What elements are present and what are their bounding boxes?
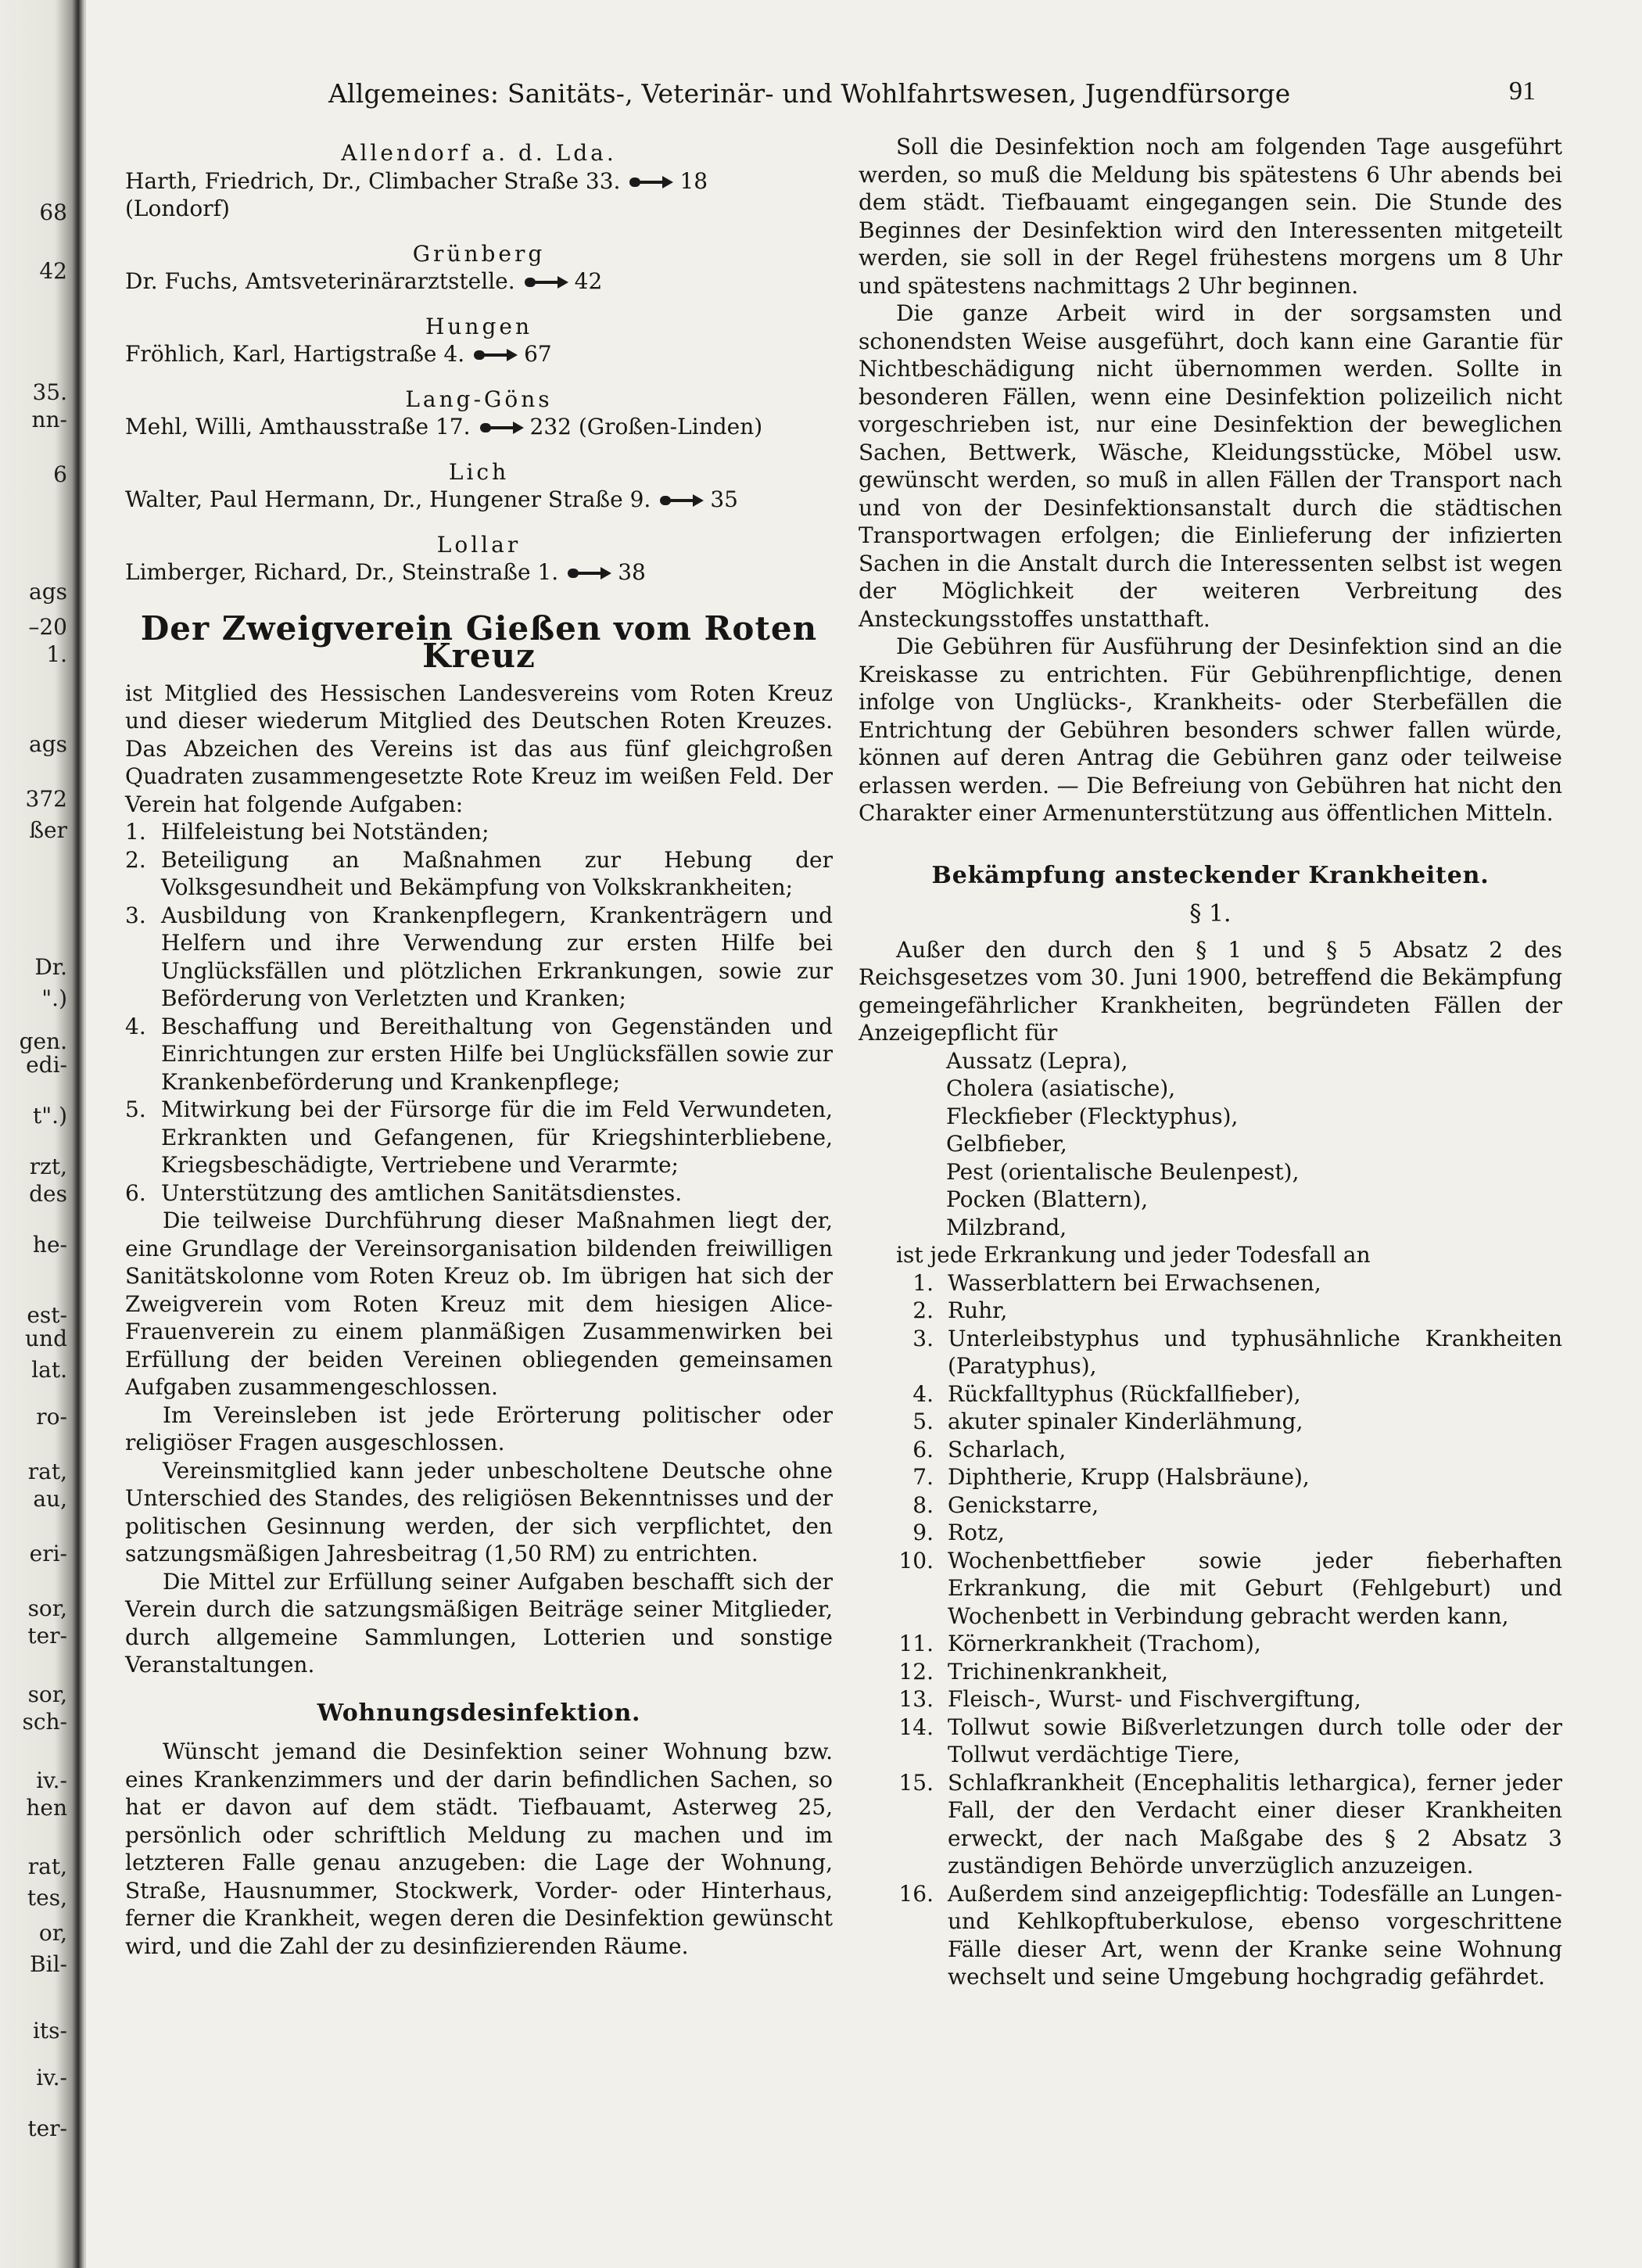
edge-fragment: sch-: [22, 1709, 67, 1735]
town-heading: Lang-Göns: [405, 386, 553, 412]
red-cross-paragraph: Die teilweise Durchführung dieser Maßnahmen liegt der, eine Grundlage der Vereinsorganisation bildenden freiwilligen Sanitätskolonne vom Roten Kreuz ob. Im übrigen hat sich der Zweigverein vom Roten Kreuz mit dem hiesigen Alice-Frauenverein zu einem planmäßigen Zusammenwirken bei Erfüllung der beiden Vereinen obliegenden gemeinsamen Aufgaben zusammengeschlossen.: [125, 1208, 833, 1400]
edge-fragment: lat.: [31, 1357, 67, 1383]
list-item: Fleckfieber (Flecktyphus),: [946, 1103, 1239, 1129]
vet-name-address: Mehl, Willi, Amthausstraße 17.: [125, 414, 471, 440]
telephone-icon: [472, 346, 519, 364]
town-heading: Lollar: [436, 531, 522, 558]
vet-name-address: Harth, Friedrich, Dr., Climbacher Straße 33.: [125, 167, 621, 194]
vet-entry: [125, 486, 833, 514]
list-item: 6. Unterstützung des amtlichen Sanitätsdienstes.: [125, 1179, 683, 1206]
running-header: Allgemeines: Sanitäts-, Veterinär- und Wohlfahrtswesen, Jugendfürsorge: [328, 78, 1291, 109]
list-item: 7. Diphtherie, Krupp (Halsbräune),: [912, 1464, 1310, 1490]
vet-entry: [125, 558, 833, 587]
list-item: 9. Rotz,: [912, 1520, 1005, 1545]
vet-name-address: Fröhlich, Karl, Hartigstraße 4.: [125, 341, 465, 367]
red-cross-paragraph: Im Vereinsleben ist jede Erörterung politischer oder religiöser Fragen ausgeschlossen.: [125, 1401, 833, 1455]
disinfection-paragraph: Die ganze Arbeit wird in der sorgsamsten und schonendsten Weise ausgeführt, doch kann eine Garantie für Nichtbeschädigung nicht übernommen werden. Sollte in besonderen Fällen, wenn eine Desinfektion polizeilich nicht vorgeschrieben ist, nur eine Desinfektion der beweglichen Sachen, Bettwerk, Wäsche, Kleidungsstücke, Möbel usw. gewünscht werden, so muß in allen Fällen der Transport nach und von der Desinfektionsanstalt durch die städtischen Transportwagen erfolgen; die Einlieferung der infizierten Sachen in die Anstalt durch die Interessenten selbst ist wegen der Möglichkeit der weiteren Verbreitung des Ansteckungsstoffes unstatthaft.: [859, 300, 1562, 632]
list-item: 2. Ruhr,: [912, 1297, 1008, 1323]
list-item: Pest (orientalische Beulenpest),: [946, 1158, 1300, 1185]
phone-number: 42: [574, 268, 603, 294]
edge-fragment: edi-: [26, 1052, 67, 1078]
edge-fragment: rat,: [27, 1854, 67, 1879]
edge-fragment: sor,: [27, 1681, 67, 1707]
vet-name-address: Walter, Paul Hermann, Dr., Hungener Straße 9.: [125, 486, 651, 512]
list-item: 10. Wochenbettfieber sowie jeder fieberhaften Erkrankung, die mit Geburt (Fehlgeburt) und Wochenbett in Verbindung gebracht werden kann,: [898, 1547, 1562, 1629]
list-item: 14. Tollwut sowie Bißverletzungen durch tolle oder der Tollwut verdächtige Tiere,: [898, 1714, 1562, 1767]
edge-fragment: ter-: [27, 2115, 67, 2141]
edge-fragment: ".): [41, 985, 67, 1011]
town-heading: Grünberg: [412, 240, 546, 267]
vet-entry-extra: (Londorf): [125, 196, 230, 221]
telephone-icon: [658, 491, 705, 510]
edge-fragment: eri-: [29, 1541, 67, 1566]
reichsgesetz-disease-list: [859, 1047, 1562, 1242]
edge-fragment: t".): [33, 1103, 67, 1129]
edge-fragment: gen.: [19, 1028, 67, 1054]
list-item: 6. Scharlach,: [912, 1436, 1067, 1462]
edge-fragment: 42: [39, 258, 67, 284]
vet-name-address: Limberger, Richard, Dr., Steinstraße 1.: [125, 559, 559, 585]
list-item: 3. Ausbildung von Krankenpflegern, Krankenträgern und Helfern und ihre Verwendung zur ersten Hilfe bei Unglücksfällen und plötzlichen Erkrankungen, sowie zur Beförderung von Verletzten und Kranken;: [125, 902, 833, 1011]
telephone-icon: [566, 564, 613, 583]
disinfection-paragraph: Wünscht jemand die Desinfektion seiner Wohnung bzw. eines Krankenzimmers und der darin befindlichen Sachen, so hat er davon auf dem städt. Tiefbauamt, Asterweg 25, persönlich oder schriftlich Meldung zu machen und im letzteren Falle genau anzugeben: die Lage der Wohnung, Straße, Hausnummer, Stockwerk, Vorder- oder Hinterhaus, ferner die Krankheit, wegen deren die Desinfektion gewünscht wird, und die Zahl der zu desinfizierenden Räume.: [125, 1739, 833, 1959]
section-mark: § 1.: [1189, 900, 1232, 928]
list-item: 4. Rückfalltyphus (Rückfallfieber),: [912, 1380, 1301, 1407]
diseases-intro: Außer den durch den § 1 und § 5 Absatz 2 des Reichsgesetzes vom 30. Juni 1900, betreffend die Bekämpfung gemeingefährlicher Krankheiten, begründeten Fällen der Anzeigepflicht für: [859, 936, 1562, 1046]
edge-fragment: 6: [53, 461, 67, 487]
list-item: 5. Mitwirkung bei der Fürsorge für die im Feld Verwundeten, Erkrankten und Gefangenen, für Kriegshinterbliebene, Kriegsbeschädigte, Vertriebene und Verarmte;: [125, 1096, 833, 1178]
phone-number: 67: [524, 341, 552, 367]
list-item: Gelbfieber,: [946, 1131, 1067, 1157]
edge-fragment: Dr.: [34, 954, 67, 980]
disinfection-heading: Wohnungsdesinfektion.: [317, 1699, 641, 1727]
edge-fragment: est-: [27, 1302, 67, 1328]
edge-fragment: 68: [39, 199, 67, 225]
red-cross-heading: Der Zweigverein Gießen vom Roten Kreuz: [140, 608, 818, 675]
edge-fragment: au,: [33, 1486, 67, 1512]
list-item: Milzbrand,: [946, 1214, 1067, 1240]
edge-fragment: ßer: [29, 817, 67, 843]
telephone-icon: [523, 273, 570, 292]
list-item: 1. Wasserblattern bei Erwachsenen,: [912, 1269, 1321, 1296]
edge-fragment: 35.: [32, 379, 67, 405]
phone-number: 232 (Großen-Linden): [529, 414, 763, 440]
vet-directory: [125, 139, 833, 587]
list-item: 12. Trichinenkrankheit,: [898, 1658, 1169, 1685]
edge-fragment: tes,: [27, 1885, 67, 1911]
edge-fragment: its-: [32, 2018, 67, 2044]
edge-fragment: ter-: [27, 1623, 67, 1649]
red-cross-paragraph: Vereinsmitglied kann jeder unbescholtene Deutsche ohne Unterschied des Standes, des religiösen Bekenntnisses und der politischen Gesinnung werden, der sich verpflichtet, den satzungsmäßigen Jahresbeitrag (1,50 RM) zu entrichten.: [125, 1457, 833, 1566]
list-item: 15. Schlafkrankheit (Encephalitis lethargica), ferner jeder Fall, der den Verdacht einer dieser Krankheiten erweckt, der nach Maßgabe des § 2 Absatz 3 zuständigen Behörde unverzüglich anzuzeigen.: [898, 1769, 1562, 1879]
page-number: 91: [1509, 77, 1536, 106]
list-item: 2. Beteiligung an Maßnahmen zur Hebung der Volksgesundheit und Bekämpfung von Volkskrankheiten;: [125, 846, 833, 900]
edge-fragment: –20: [28, 614, 67, 640]
edge-fragment: ro-: [36, 1404, 67, 1430]
edge-fragment: sor,: [27, 1595, 67, 1621]
phone-number: 18: [679, 167, 708, 194]
edge-fragment: ags: [29, 579, 67, 605]
list-item: 8. Genickstarre,: [912, 1491, 1099, 1518]
list-item: 16. Außerdem sind anzeigepflichtig: Todesfälle an Lungen- und Kehlkopftuberkulose, ebenso vorgeschrittene Fälle dieser Art, wenn der Kranke seine Wohnung wechselt und seine Umgebung hochgradig gefährdet.: [898, 1880, 1562, 1990]
town-heading: Lich: [448, 458, 510, 485]
phone-number: 35: [710, 486, 738, 512]
edge-fragment: 1.: [46, 641, 67, 667]
edge-fragment: rzt,: [29, 1154, 67, 1179]
diseases-heading: Bekämpfung ansteckender Krankheiten.: [931, 861, 1490, 889]
list-item: 11. Körnerkrankheit (Trachom),: [898, 1631, 1261, 1656]
edge-fragment: iv.-: [36, 1767, 67, 1793]
list-item: Cholera (asiatische),: [946, 1075, 1176, 1101]
red-cross-intro: ist Mitglied des Hessischen Landesvereins vom Roten Kreuz und dieser wiederum Mitglied des Deutschen Roten Kreuzes. Das Abzeichen des Vereins ist das aus fünf gleichgroßen Quadraten zusammengesetzte Rote Kreuz im weißen Feld. Der Verein hat folgende Aufgaben:: [125, 680, 833, 817]
list-item: 13. Fleisch-, Wurst- und Fischvergiftung,: [898, 1686, 1361, 1712]
telephone-icon: [628, 173, 675, 192]
list-item: 5. akuter spinaler Kinderlähmung,: [912, 1409, 1303, 1434]
edge-fragment: or,: [38, 1920, 67, 1946]
vet-entry: [125, 340, 833, 368]
disinfection-paragraph: Soll die Desinfektion noch am folgenden Tage ausgeführt werden, so muß die Meldung bis spätestens 6 Uhr abends bei dem städt. Tiefbauamt eingegangen sein. Die Stunde des Beginnes der Desinfektion wird den Interessenten mitgeteilt werden, sie soll in der Regel frühestens morgens um 8 Uhr und spätestens nachmittags 2 Uhr beginnen.: [859, 134, 1562, 299]
right-column: [859, 133, 1562, 1991]
edge-fragment: hen: [26, 1795, 67, 1821]
edge-fragment: nn-: [31, 407, 67, 432]
edge-fragment: rat,: [27, 1459, 67, 1484]
edge-fragment: he-: [32, 1232, 67, 1258]
disinfection-paragraph: Die Gebühren für Ausführung der Desinfektion sind an die Kreiskasse zu entrichten. Für Gebührenpflichtige, denen infolge von Unglücks-, Krankheits- oder Sterbefällen die Entrichtung der Gebühren besonders schwer fallen würde, können auf deren Antrag die Gebühren ganz oder teilweise erlassen werden. — Die Befreiung von Gebühren hat nicht den Charakter einer Armenunterstützung aus öffentlichen Mitteln.: [859, 633, 1562, 826]
left-column: [125, 133, 833, 1960]
town-heading: Hungen: [425, 313, 532, 339]
edge-fragment: und: [25, 1326, 67, 1351]
list-item: Pocken (Blattern),: [946, 1186, 1149, 1212]
list-item: 4. Beschaffung und Bereithaltung von Gegenständen und Einrichtungen zur ersten Hilfe bei Unglücksfällen sowie zur Krankenbeförderung und Krankenpflege;: [125, 1013, 833, 1095]
notifiable-disease-list: [859, 1269, 1562, 1991]
town-heading: Allendorf a. d. Lda.: [341, 140, 617, 166]
vet-entry: [125, 167, 833, 223]
vet-entry: [125, 267, 833, 296]
telephone-icon: [479, 418, 525, 437]
red-cross-paragraph: Die Mittel zur Erfüllung seiner Aufgaben beschafft sich der Verein durch die satzungsmäßigen Beiträge seiner Mitglieder, durch allgemeine Sammlungen, Lotterien und sonstige Veranstaltungen.: [125, 1568, 833, 1678]
vet-name-address: Dr. Fuchs, Amtsveterinärarztstelle.: [125, 268, 515, 294]
diseases-lead: ist jede Erkrankung und jeder Todesfall an: [896, 1242, 1371, 1268]
edge-fragment: ags: [29, 731, 67, 757]
list-item: Aussatz (Lepra),: [946, 1047, 1128, 1074]
list-item: 3. Unterleibstyphus und typhusähnliche Krankheiten (Paratyphus),: [912, 1325, 1562, 1379]
list-item: 1. Hilfeleistung bei Notständen;: [125, 819, 489, 845]
edge-fragment: Bil-: [30, 1951, 67, 1977]
edge-fragment: des: [29, 1181, 67, 1207]
vet-entry: [125, 413, 833, 441]
phone-number: 38: [618, 559, 646, 585]
edge-fragment: iv.-: [36, 2065, 67, 2090]
edge-fragment: 372: [25, 786, 67, 812]
red-cross-task-list: [125, 818, 833, 1207]
